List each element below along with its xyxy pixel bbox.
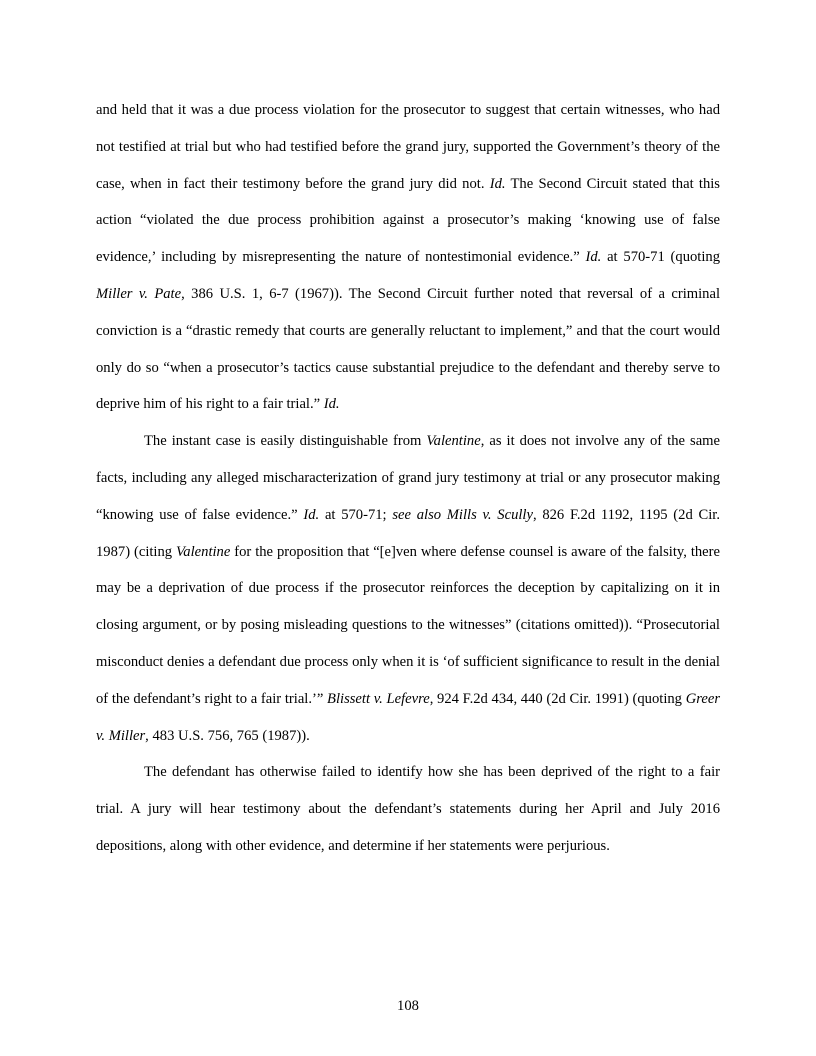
italic-citation: Valentine	[176, 543, 231, 560]
text-run: The defendant has otherwise failed to identify how she has been deprived of the right to a fair trial. A jury will hear testimony about the defendant’s statements during her April and July 2016 depositions, along with other evidence, and determine if her statements were perjurious.	[96, 764, 720, 854]
text-run: , as it does not involve any of the same facts, including any alleged mischaracterization of grand jury testimony at trial or any prosecutor making “knowing use of false evidence.”	[96, 433, 721, 523]
italic-citation: Id.	[585, 249, 602, 266]
text-run: , 386 U.S. 1, 6-7 (1967)). The Second Circuit further noted that reversal of a criminal conviction is a “drastic remedy that courts are generally reluctant to implement,” and that the court would only do so “when a prosecutor’s tactics cause substantial prejudice to the defendant and thereby serve to deprive him of his right to a fair trial.”	[96, 285, 720, 413]
italic-citation: Id.	[323, 396, 340, 413]
italic-citation: Blissett v. Lefevre	[327, 690, 430, 707]
text-run: at 570-71;	[319, 506, 393, 523]
text-run: The instant case is easily distinguishable from	[144, 433, 427, 450]
text-run: The Second Circuit stated that this action “violated the due process prohibition against a prosecutor’s making ‘knowing use of false evidence,’ including by misrepresenting the nature of nontestimonial evidence.”	[96, 175, 720, 266]
body-text	[96, 92, 720, 865]
italic-citation: Miller v. Pate	[96, 285, 182, 302]
italic-citation: Id.	[303, 506, 320, 523]
text-run: , 483 U.S. 756, 765 (1987)).	[145, 727, 310, 744]
text-run: for the proposition that “[e]ven where defense counsel is aware of the falsity, there may be a deprivation of due process if the prosecutor reinforces the deception by capitalizing on it in closing argument, or by posing misleading questions to the witnesses” (citations omitted)). “Prosecutorial misconduct denies a defendant due process only when it is ‘of sufficient significance to result in the denial of the defendant’s right to a fair trial.’”	[96, 543, 720, 707]
text-run: , 924 F.2d 434, 440 (2d Cir. 1991) (quoting	[429, 690, 686, 707]
paragraph-3	[96, 754, 720, 864]
paragraph-2	[96, 423, 720, 754]
text-run: and held that it was a due process violation for the prosecutor to suggest that certain witnesses, who had not testified at trial but who had testified before the grand jury, supported the Government’s theory of the case, when in fact their testimony before the grand jury did not.	[96, 102, 720, 192]
italic-citation: Valentine	[426, 433, 481, 450]
text-run: , 826 F.2d 1192, 1195 (2d Cir. 1987) (citing	[96, 506, 720, 560]
italic-citation: Greer v. Miller	[96, 690, 720, 744]
italic-citation: see also Mills v. Scully	[392, 506, 533, 523]
page-number: 108	[397, 998, 419, 1014]
paragraph-1	[96, 92, 720, 423]
text-run: at 570-71 (quoting	[601, 249, 720, 266]
italic-citation: Id.	[489, 175, 506, 192]
